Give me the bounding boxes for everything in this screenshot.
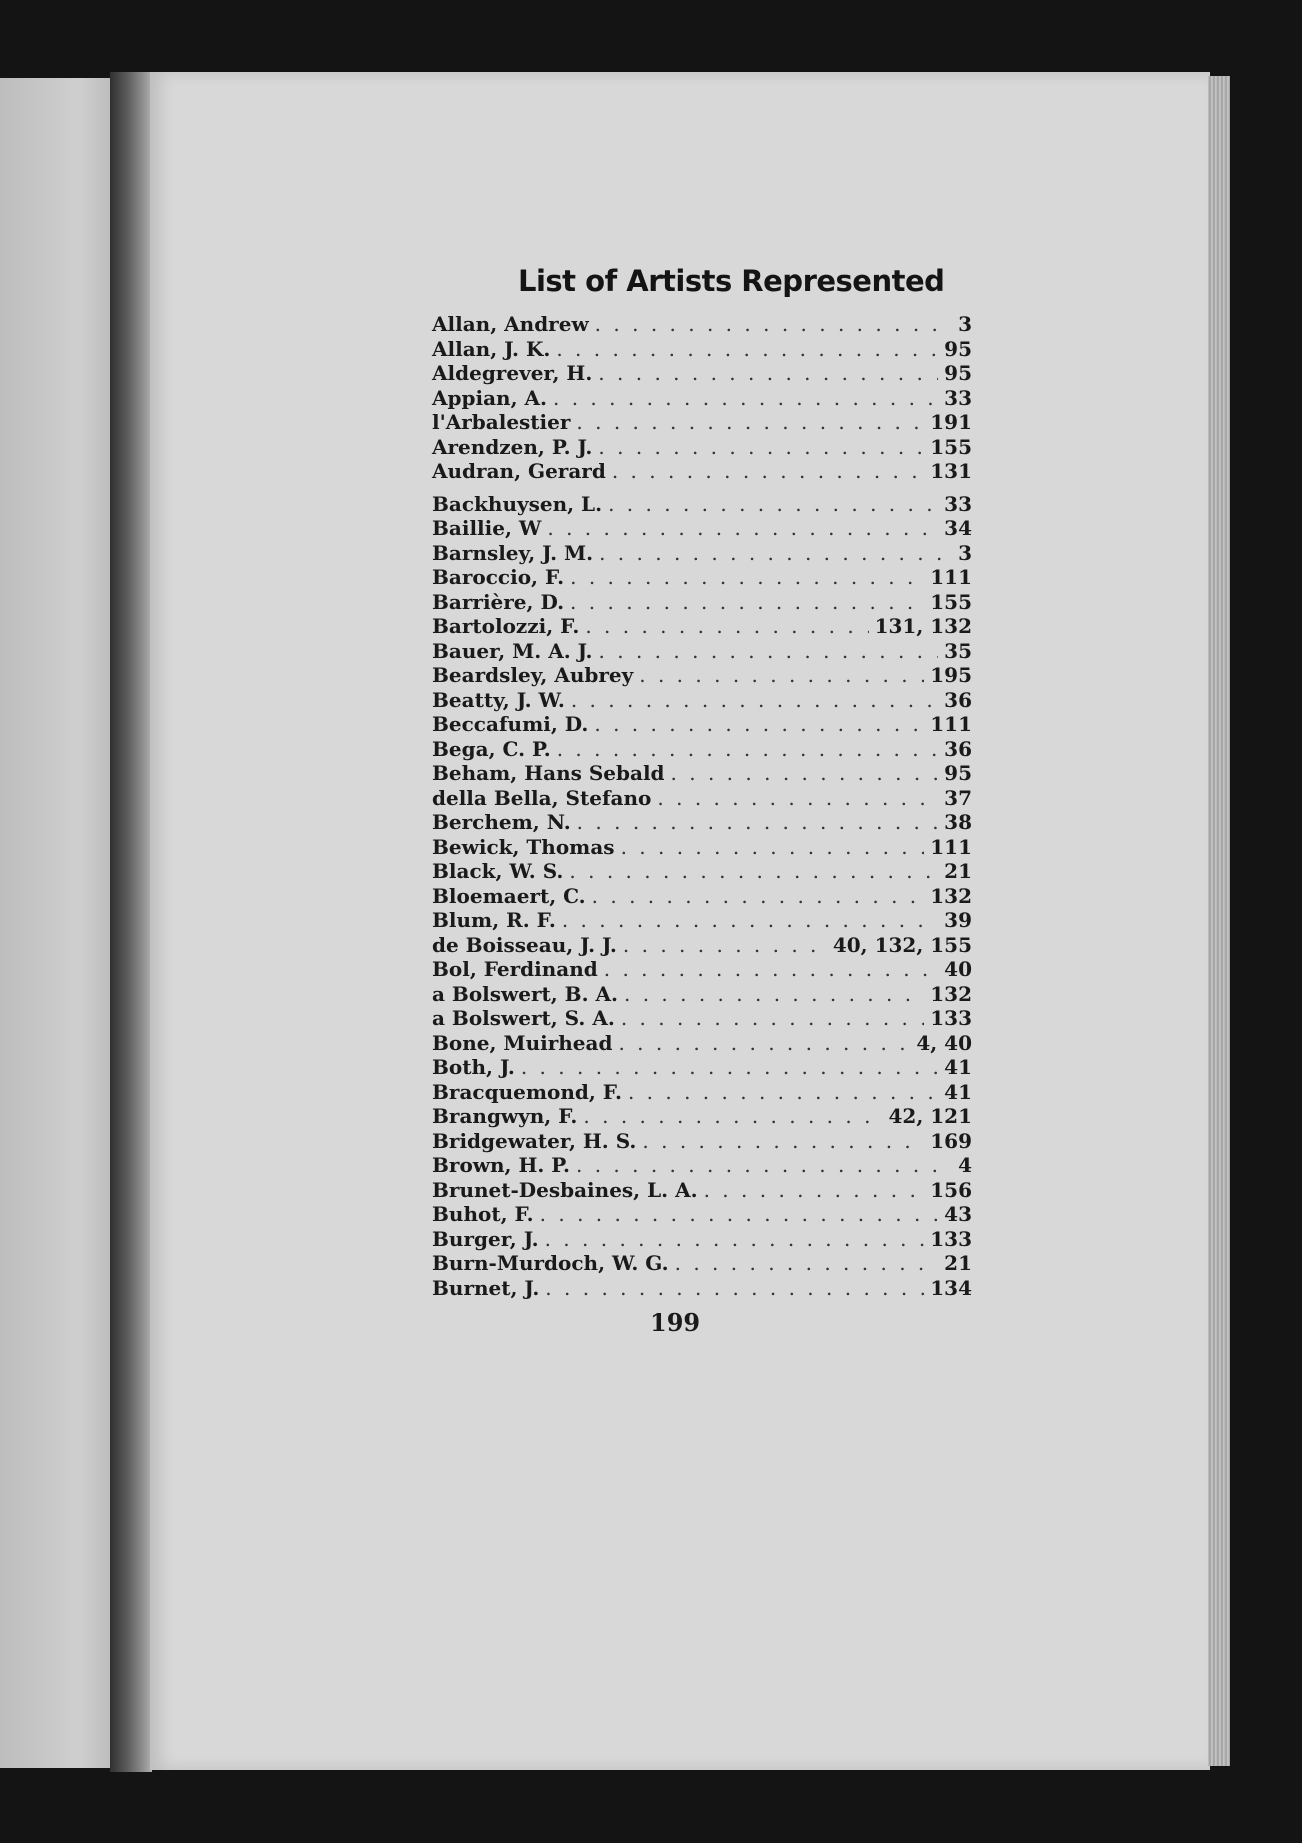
dot-leader	[598, 361, 938, 386]
index-entry	[432, 786, 972, 811]
dot-leader	[612, 459, 924, 484]
dot-leader	[553, 386, 938, 411]
artist-name: Burn-Murdoch, W. G.	[432, 1251, 669, 1275]
page-reference: 131, 132	[874, 614, 972, 638]
page-reference: 132	[930, 981, 972, 1006]
artist-name: Beatty, J. W.	[432, 687, 565, 712]
page-edge	[1208, 76, 1230, 1766]
dot-leader	[576, 410, 924, 435]
index-entry	[432, 761, 972, 786]
dot-leader	[621, 835, 925, 860]
index-entry	[432, 908, 972, 933]
artist-name: Both, J.	[432, 1055, 515, 1079]
artist-name: Backhuysen, L.	[432, 491, 603, 516]
page-reference: 40, 132, 155	[832, 932, 972, 957]
artist-name: Arendzen, P. J.	[432, 434, 593, 459]
page-number: 199	[650, 1308, 701, 1337]
artist-name: Bol, Ferdinand	[432, 957, 598, 981]
index-entry	[432, 312, 972, 337]
left-page	[0, 78, 112, 1768]
dot-leader	[671, 761, 939, 786]
artist-name: Bauer, M. A. J.	[432, 638, 593, 663]
artist-name: Baroccio, F.	[432, 565, 565, 589]
index-entry	[432, 459, 972, 484]
page-reference: 169	[930, 1128, 972, 1153]
page-reference: 111	[930, 712, 972, 736]
index-entry	[432, 337, 972, 362]
page-reference: 133	[930, 1226, 972, 1251]
dot-leader	[599, 639, 939, 664]
page-reference: 195	[930, 663, 972, 687]
index-entry	[432, 737, 972, 762]
dot-leader	[540, 1202, 939, 1227]
dot-leader	[623, 933, 827, 958]
artist-name: Bloemaert, C.	[432, 883, 586, 908]
page-reference: 3	[958, 540, 972, 565]
dot-leader	[618, 1031, 910, 1056]
index-entry	[432, 590, 972, 615]
index-entry	[432, 541, 972, 566]
artist-name: Buhot, F.	[432, 1202, 534, 1226]
index-entry	[432, 1178, 972, 1203]
artist-name: Beardsley, Aubrey	[432, 663, 634, 687]
artist-name: Brown, H. P.	[432, 1153, 570, 1177]
page-reference: 34	[944, 516, 972, 540]
page-reference: 111	[930, 565, 972, 589]
page-reference: 42, 121	[888, 1104, 972, 1128]
page-reference: 155	[930, 589, 972, 614]
page-reference: 33	[944, 385, 972, 410]
dot-leader	[585, 614, 868, 639]
book-spine	[110, 72, 152, 1772]
artist-name: Beccafumi, D.	[432, 712, 589, 736]
artist-name: Bridgewater, H. S.	[432, 1128, 637, 1153]
index-entry	[432, 884, 972, 909]
artist-name: Appian, A.	[432, 385, 547, 410]
dot-leader	[594, 712, 924, 737]
page-reference: 41	[944, 1055, 972, 1079]
page-reference: 134	[930, 1275, 972, 1300]
index-entry	[432, 1202, 972, 1227]
artist-name: Bartolozzi, F.	[432, 614, 580, 638]
page-reference: 36	[944, 687, 972, 712]
artist-name: Berchem, N.	[432, 810, 571, 834]
dot-leader	[621, 1006, 924, 1031]
dot-leader	[592, 884, 925, 909]
index-entry	[432, 1006, 972, 1031]
artist-name: Allan, Andrew	[432, 312, 589, 336]
artist-name: Brangwyn, F.	[432, 1104, 578, 1128]
artist-name: Barrière, D.	[432, 589, 565, 614]
dot-leader	[642, 1129, 924, 1154]
artist-name: Bewick, Thomas	[432, 834, 615, 859]
index-entry	[432, 1055, 972, 1080]
page-reference: 21	[944, 1251, 972, 1275]
artist-name: Barnsley, J. M.	[432, 540, 594, 565]
page-reference: 155	[930, 434, 972, 459]
page-reference: 21	[944, 859, 972, 883]
dot-leader	[704, 1178, 925, 1203]
page-reference: 33	[944, 491, 972, 516]
page-reference: 41	[944, 1079, 972, 1104]
index-entry	[432, 688, 972, 713]
index-entry	[432, 859, 972, 884]
index-entry	[432, 663, 972, 688]
artist-name: a Bolswert, B. A.	[432, 981, 618, 1006]
artist-name: Burnet, J.	[432, 1275, 540, 1300]
dot-leader	[547, 516, 938, 541]
artist-name: l'Arbalestier	[432, 410, 571, 434]
artist-name: Bracquemond, F.	[432, 1079, 622, 1104]
index-entry	[432, 435, 972, 460]
dot-leader	[577, 810, 938, 835]
dot-leader	[557, 737, 938, 762]
artist-name: Bone, Muirhead	[432, 1030, 613, 1055]
page-reference: 131	[930, 459, 972, 483]
page-reference: 36	[944, 736, 972, 761]
page-reference: 4	[958, 1153, 972, 1177]
index-entry	[432, 492, 972, 517]
page-reference: 111	[930, 834, 972, 859]
dot-leader	[583, 1104, 882, 1129]
index-entry	[432, 410, 972, 435]
page-reference: 38	[944, 810, 972, 834]
index-entry	[432, 712, 972, 737]
artist-name: de Boisseau, J. J.	[432, 932, 617, 957]
artist-name: Brunet-Desbaines, L. A.	[432, 1177, 698, 1202]
dot-leader	[556, 337, 938, 362]
index-entry	[432, 1153, 972, 1178]
dot-leader	[598, 435, 924, 460]
artist-index	[432, 312, 972, 1300]
dot-leader	[545, 1227, 925, 1252]
page-reference: 37	[944, 785, 972, 810]
page-reference: 40	[944, 957, 972, 981]
artist-name: Bega, C. P.	[432, 736, 551, 761]
page-reference: 95	[944, 361, 972, 385]
index-entry	[432, 1227, 972, 1252]
dot-leader	[608, 492, 938, 517]
artist-name: a Bolswert, S. A.	[432, 1006, 615, 1030]
page-reference: 4, 40	[916, 1030, 972, 1055]
dot-leader	[562, 908, 938, 933]
artist-name: della Bella, Stefano	[432, 785, 652, 810]
page-reference: 95	[944, 761, 972, 785]
index-entry	[432, 835, 972, 860]
index-entry	[432, 1080, 972, 1105]
dot-leader	[595, 312, 952, 337]
artist-name: Blum, R. F.	[432, 908, 556, 932]
page-reference: 191	[930, 410, 972, 434]
artist-name: Baillie, W	[432, 516, 542, 540]
artist-name: Burger, J.	[432, 1226, 539, 1251]
index-entry	[432, 1031, 972, 1056]
index-entry	[432, 361, 972, 386]
page-reference: 3	[958, 312, 972, 336]
page-title: List of Artists Represented	[518, 264, 945, 298]
index-entry	[432, 565, 972, 590]
dot-leader	[628, 1080, 938, 1105]
dot-leader	[521, 1055, 938, 1080]
dot-leader	[571, 688, 938, 713]
page-reference: 39	[944, 908, 972, 932]
dot-leader	[657, 786, 938, 811]
dot-leader	[599, 541, 952, 566]
page-reference: 156	[930, 1177, 972, 1202]
page-reference: 132	[930, 883, 972, 908]
dot-leader	[639, 663, 924, 688]
artist-name: Black, W. S.	[432, 859, 564, 883]
index-entry	[432, 516, 972, 541]
artist-name: Beham, Hans Sebald	[432, 761, 665, 785]
index-entry	[432, 957, 972, 982]
dot-leader	[545, 1276, 924, 1301]
artist-name: Aldegrever, H.	[432, 361, 593, 385]
dot-leader	[569, 859, 938, 884]
page-reference: 43	[944, 1202, 972, 1226]
artist-name: Audran, Gerard	[432, 459, 606, 483]
index-entry	[432, 810, 972, 835]
index-entry	[432, 933, 972, 958]
index-entry	[432, 1129, 972, 1154]
index-entry	[432, 982, 972, 1007]
index-entry	[432, 614, 972, 639]
page-reference: 95	[944, 336, 972, 361]
index-entry	[432, 1276, 972, 1301]
index-entry	[432, 386, 972, 411]
page-reference: 35	[944, 638, 972, 663]
index-entry	[432, 1104, 972, 1129]
dot-leader	[624, 982, 924, 1007]
dot-leader	[570, 590, 924, 615]
dot-leader	[675, 1251, 939, 1276]
dot-leader	[570, 565, 924, 590]
index-entry	[432, 639, 972, 664]
artist-name: Allan, J. K.	[432, 336, 551, 361]
page-reference: 133	[930, 1006, 972, 1030]
dot-leader	[604, 957, 938, 982]
dot-leader	[576, 1153, 952, 1178]
index-entry	[432, 1251, 972, 1276]
